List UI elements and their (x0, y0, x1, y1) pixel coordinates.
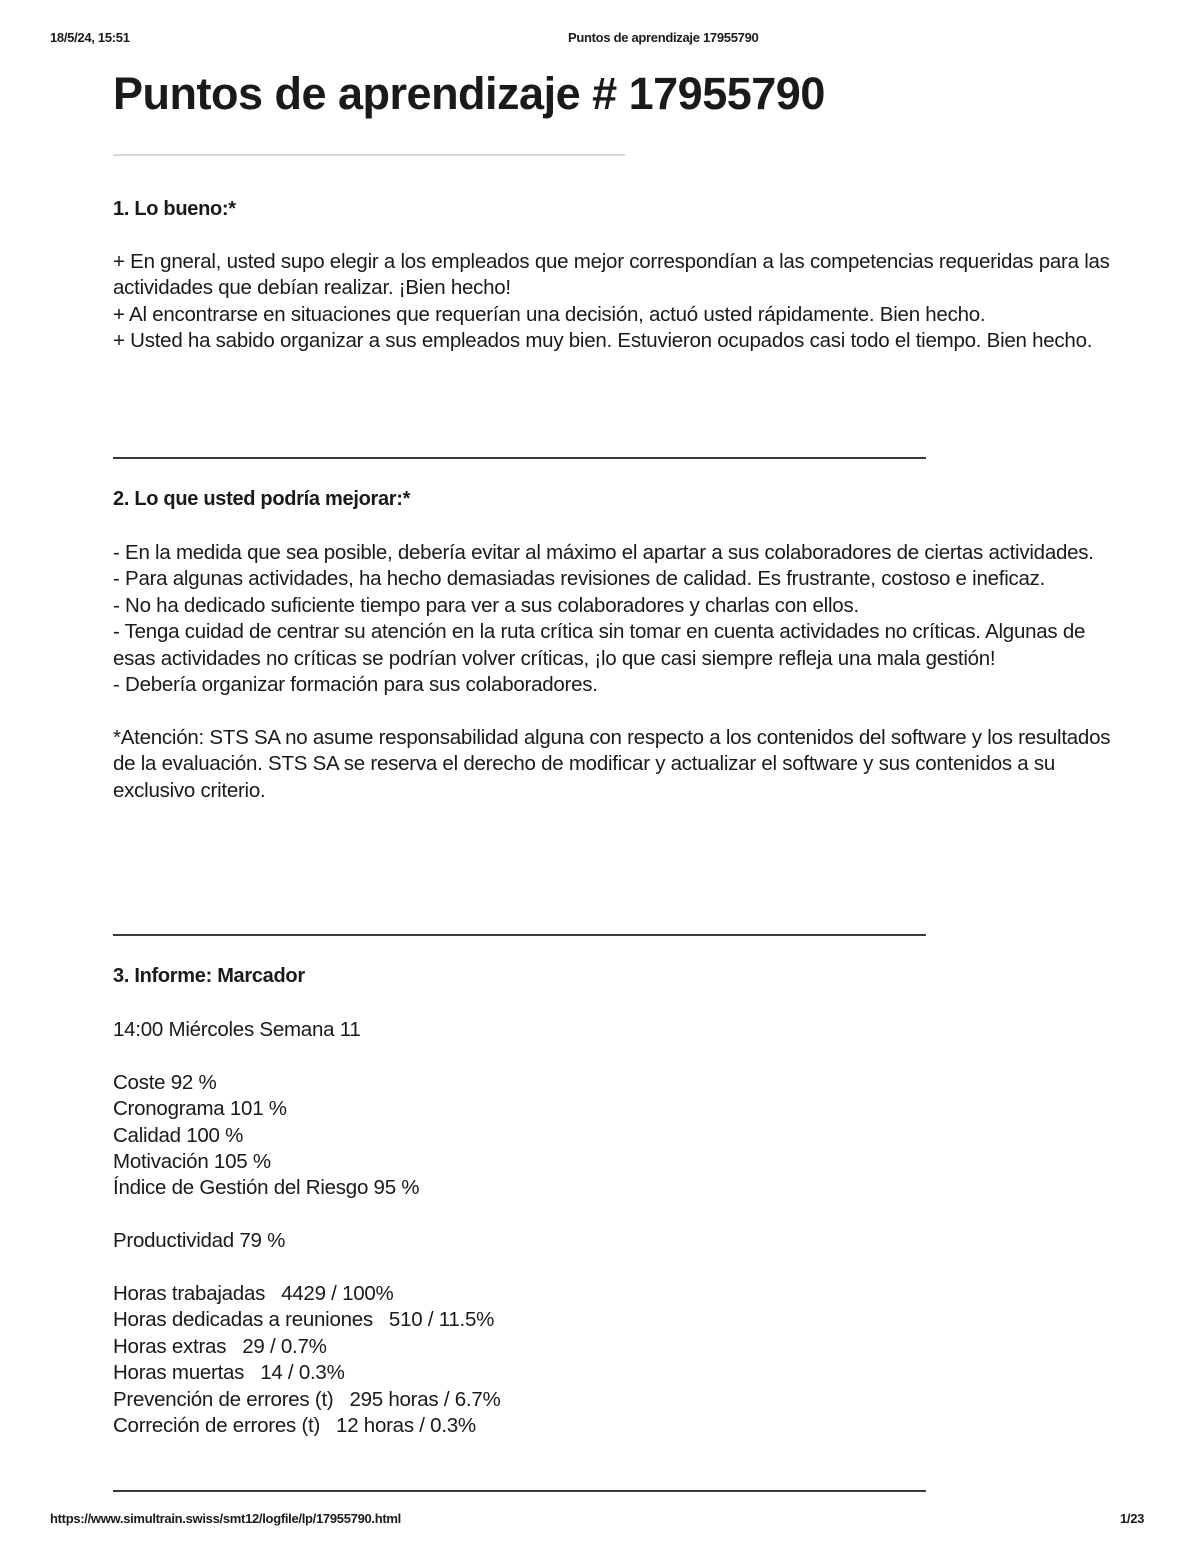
section-divider (113, 1490, 926, 1492)
hours-value: 14 / 0.3% (260, 1361, 345, 1385)
indicator-schedule: Cronograma 101 % (113, 1097, 287, 1121)
hours-value: 12 horas / 0.3% (336, 1414, 476, 1438)
hours-label: Horas extras (113, 1334, 227, 1358)
indicator-cost: Coste 92 % (113, 1070, 217, 1094)
section-report-heading: 3. Informe: Marcador (113, 965, 305, 987)
hours-row (113, 1334, 1125, 1360)
section-divider (113, 457, 926, 459)
hours-label: Correción de errores (t) (113, 1414, 321, 1438)
disclaimer-text: *Atención: STS SA no asume responsabilidad alguna con respecto a los contenidos del software y los resultados de la evaluación. STS SA se reserva el derecho de modificar y actualizar el software y sus contenidos a su exclusivo criterio. (113, 725, 1111, 802)
good-item: + Al encontrarse en situaciones que requerían una decisión, actuó usted rápidamente. Bien hecho. (113, 302, 986, 326)
hours-value: 510 / 11.5% (388, 1308, 495, 1332)
print-datetime: 18/5/24, 15:51 (50, 30, 130, 45)
hours-row (113, 1281, 1125, 1307)
print-doc-title: Puntos de aprendizaje 17955790 (568, 30, 759, 45)
hours-row (113, 1307, 1125, 1333)
scoreboard-report (113, 1017, 1125, 1439)
title-divider (113, 154, 625, 156)
hours-label: Horas trabajadas (113, 1282, 266, 1306)
report-timestamp: 14:00 Miércoles Semana 11 (113, 1018, 361, 1041)
indicator-productivity: Productividad 79 % (113, 1229, 286, 1253)
section-good-heading: 1. Lo bueno:* (113, 198, 236, 220)
improve-item: - No ha dedicado suficiente tiempo para ver a sus colaboradores y charlas con ellos. (113, 593, 859, 617)
hours-value: 29 / 0.7% (242, 1334, 327, 1358)
hours-value: 4429 / 100% (281, 1282, 394, 1306)
improve-item: - Debería organizar formación para sus colaboradores. (113, 673, 598, 697)
hours-label: Horas muertas (113, 1361, 245, 1385)
page-title: Puntos de aprendizaje # 17955790 (113, 68, 825, 119)
good-item: + Usted ha sabido organizar a sus empleados muy bien. Estuvieron ocupados casi todo el tiempo. Bien hecho. (113, 329, 1093, 353)
hours-row (113, 1387, 1125, 1413)
section-improve-heading: 2. Lo que usted podría mejorar:* (113, 488, 411, 510)
section-divider (113, 934, 926, 936)
improve-item: - Tenga cuidad de centrar su atención en la ruta crítica sin tomar en cuenta actividades no críticas. Algunas de esas actividades no críticas se podrían volver críticas, ¡lo que casi siempre refleja una mala gestión! (113, 620, 1086, 670)
section-good-list (113, 249, 1125, 355)
indicator-motivation: Motivación 105 % (113, 1150, 271, 1174)
hours-value: 295 horas / 6.7% (349, 1387, 501, 1411)
indicator-risk: Índice de Gestión del Riesgo 95 % (113, 1176, 420, 1200)
hours-row (113, 1413, 1125, 1439)
improve-item: - En la medida que sea posible, debería evitar al máximo el apartar a sus colaboradores de ciertas actividades. (113, 541, 1094, 564)
hours-row (113, 1360, 1125, 1386)
indicator-quality: Calidad 100 % (113, 1123, 244, 1147)
hours-label: Prevención de errores (t) (113, 1387, 334, 1411)
improve-item: - Para algunas actividades, ha hecho demasiadas revisiones de calidad. Es frustrante, costoso e ineficaz. (113, 567, 1046, 591)
hours-label: Horas dedicadas a reuniones (113, 1308, 373, 1332)
good-item: + En gneral, usted supo elegir a los empleados que mejor correspondían a las competencias requeridas para las actividades que debían realizar. ¡Bien hecho! (113, 250, 1110, 300)
print-page-number: 1/23 (1120, 1511, 1145, 1526)
print-url: https://www.simultrain.swiss/smt12/logfile/lp/17955790.html (50, 1511, 401, 1526)
section-improve-list (113, 540, 1125, 804)
